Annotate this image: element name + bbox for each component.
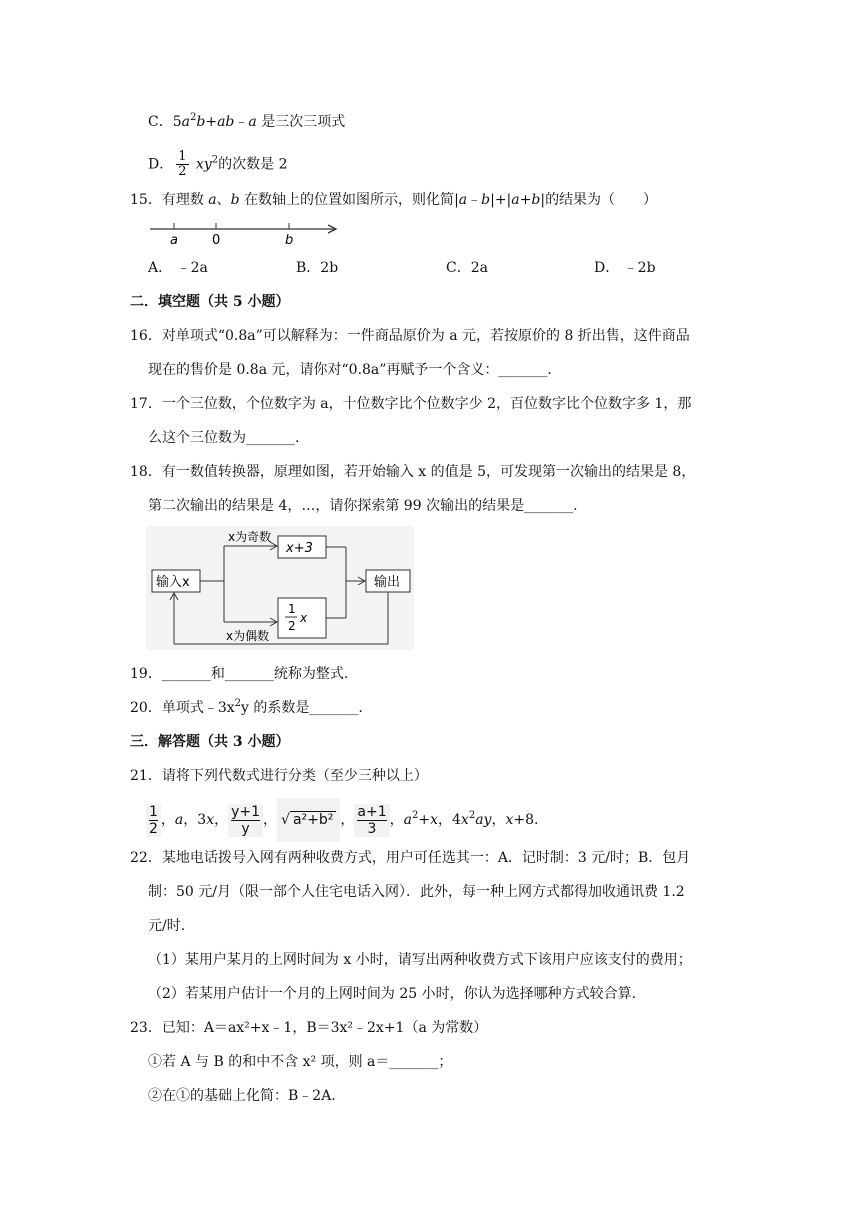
question-15: 15．有理数 a、b 在数轴上的位置如图所示，则化简|a﹣b|+|a+b|的结果为（ ） — [130, 192, 658, 208]
section-title-fill-in: 二．填空题（共 5 小题） — [130, 294, 290, 310]
output-label: 输出 — [374, 575, 401, 590]
number-line-figure — [148, 220, 343, 248]
q14-option-d: D． $\frac{1}{2}$ $xy^2$的次数是 2 — [148, 149, 288, 179]
fraction: $\frac{y+1}{y}$ — [228, 804, 263, 837]
question-23-sub2: ②在①的基础上化简：B﹣2A. — [148, 1088, 336, 1104]
converter-diagram — [146, 526, 414, 650]
question-21: 21．请将下列代数式进行分类（至少三种以上） — [130, 768, 428, 784]
q15-option-a: A． ﹣2a — [148, 260, 208, 276]
question-17-line2: 么这个三位数为_______. — [148, 430, 300, 446]
question-22-line2: 制：50 元/月（限一部个人住宅电话入网）．此外，每一种上网方式都得加收通讯费 1.2 — [148, 884, 685, 900]
question-18: 18．有一数值转换器，原理如图，若开始输入 x 的值是 5，可发现第一次输出的结果是 8， — [130, 464, 696, 480]
section-title-answer: 三．解答题（共 3 小题） — [130, 734, 290, 750]
question-22-sub2: （2）若某用户估计一个月的上网时间为 25 小时，你认为选择哪种方式较合算. — [148, 986, 637, 1002]
even-label: x为偶数 — [226, 629, 270, 643]
question-18-line2: 第二次输出的结果是 4，…，请你探索第 99 次输出的结果是_______. — [148, 498, 578, 514]
question-19: 19．_______和_______统称为整式. — [130, 666, 349, 682]
question-23: 23．已知：A＝ax²+x﹣1，B＝3x²﹣2x+1（a 为常数） — [130, 1020, 488, 1036]
q15-option-d: D． ﹣2b — [594, 260, 656, 276]
question-23-sub1: ①若 A 与 B 的和中不含 x² 项，则 a＝_______； — [148, 1054, 453, 1070]
question-16-line2: 现在的售价是 0.8a 元，请你对“0.8a”再赋予一个含义：_______. — [148, 362, 552, 378]
question-16: 16．对单项式“0.8a”可以解释为：一件商品原价为 a 元，若按原价的 8 折出售，这件商品 — [130, 328, 690, 344]
odd-label: x为奇数 — [228, 530, 272, 544]
even-op-num: 1 — [288, 602, 296, 616]
question-20: 20．单项式$﹣3x^2y$ 的系数是_______. — [130, 698, 363, 716]
fraction: $\frac{a+1}{3}$ — [354, 804, 389, 837]
question-22-line3: 元/时. — [148, 918, 186, 934]
question-21-expressions: $\frac{1}{2}$ ，a，3x， $\frac{y+1}{y}$ ， √ a²+b² ， $\frac{a+1}{3}$ ，$a^2+x$，$4x^2ay$，x+8. — [146, 798, 538, 842]
q14-option-c: C．$5a^2b+ab﹣a$ 是三次三项式 — [148, 112, 346, 130]
even-op-var: x — [300, 611, 308, 625]
q15-option-b: B．2b — [296, 260, 339, 276]
fraction: $\frac{1}{2}$ — [178, 149, 187, 179]
axis-label-0: 0 — [212, 233, 221, 248]
question-22-sub1: （1）某用户某月的上网时间为 x 小时，请写出两种收费方式下该用户应该支付的费用； — [148, 952, 692, 968]
axis-label-a: a — [170, 233, 178, 248]
odd-op-label: x+3 — [286, 541, 313, 556]
question-17: 17．一个三位数，个位数字为 a，十位数字比个位数字少 2，百位数字比个位数字多 1，那 — [130, 396, 692, 412]
input-label: 输入x — [156, 575, 190, 590]
axis-label-b: b — [285, 233, 294, 248]
q15-option-c: C．2a — [446, 260, 488, 276]
even-op-den: 2 — [288, 619, 296, 633]
question-22: 22．某地电话拨号入网有两种收费方式，用户可任选其一：A．记时制：3 元/时；B．包月 — [130, 850, 691, 866]
fraction: $\frac{1}{2}$ — [146, 804, 161, 837]
square-root: √ a²+b² — [277, 798, 340, 842]
